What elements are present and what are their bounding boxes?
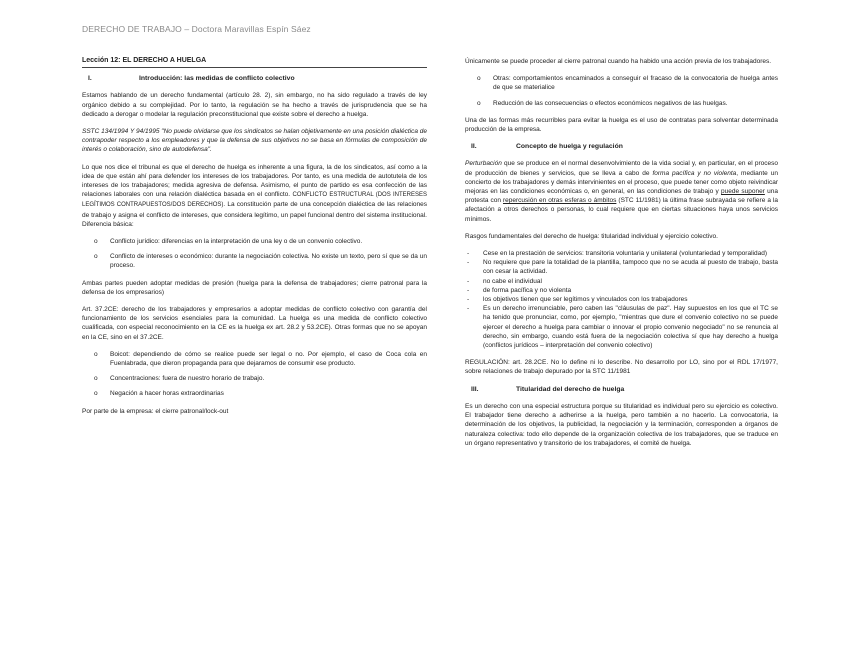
- list-item: [82, 237, 427, 246]
- text: una protesta con: [465, 188, 778, 205]
- text: Lo que nos dice el tribunal es que el derecho de huelga es inherente a una figura, la de los sindicatos, así como a la idea de que están ahí para defender los intereses de los trabajadores. Por tanto, es una medida de autotutela de los intereses de los trabajadores; medida agresiva de defensa. Asimismo, el punto de partido es esa confección de las relaciones laborales con una relación dialéctica basada en el conflicto.: [82, 163, 427, 199]
- list-item-text: los objetivos tienen que ser legítimos y vinculados con los trabajadores: [483, 296, 688, 304]
- list-item: [465, 258, 778, 276]
- section-title: Introducción: las medidas de conflicto colectivo: [139, 75, 295, 83]
- list-item-text: No requiere que pare la totalidad de la plantilla, tampoco que no se acuda al puesto de trabajo, basta con cesar la actividad.: [483, 259, 778, 276]
- list-item: [465, 277, 778, 286]
- paragraph: Art. 37.2CE: derecho de los trabajadores y empresarios a adoptar medidas de conflicto colectivo con garantía del funcionamiento de los servicios esenciales para la comunidad. La huelga es una medida de conflicto colectivo cualificada, con especial reconocimiento en la CE es la huelga ex art. 28.2 y 53.2CE). Otras formas que no se apoyan en la CE, sino en el 37.2CE.: [82, 306, 427, 341]
- list-item-text: Es un derecho irrenunciable, pero caben las "cláusulas de paz". Hay supuestos en los que el TC se ha tenido que pronunciar, como, por ejemplo, "mientras que dure el convenio colectivo no se puede ejercer el derecho a huelga para cambiar o innovar el propio convenio negociado" no se renuncia al derecho, sin embargo, cuando está fuera de la negociación colectiva sí que hay derecho a huelga (conflictos jurídicos – interpretación del convenio colectivo): [483, 305, 778, 350]
- list-item-text: Cese en la prestación de servicios: transitoria voluntaria y unilateral (voluntariedad y temporalidad): [483, 250, 767, 258]
- bullet-glyph: -: [467, 250, 470, 258]
- list-item: [465, 295, 778, 304]
- list-item: [82, 252, 427, 270]
- left-column: [82, 56, 427, 424]
- list-item-text: Negación a hacer horas extraordinarias: [110, 390, 224, 398]
- section-heading-3: [465, 385, 778, 394]
- text: (STC 11/1981) la última frase subrayada se refiere a la afectación a otros derechos o personas, lo cual requiere que en ciertas situaciones haya unos servicios mínimos.: [465, 197, 778, 223]
- section-title: Concepto de huelga y regulación: [516, 143, 623, 151]
- bullet-glyph: -: [467, 286, 470, 294]
- caps-text: CONFLICTO ESTRUCTURAL (DOS INTERESES LEGÍTIMOS CONTRAPUESTOS/DOS DERECHOS).: [82, 192, 427, 209]
- underlined-text: repercusión en otras esferas o ámbitos: [503, 197, 617, 205]
- paragraph: [82, 163, 427, 229]
- paragraph: Por parte de la empresa: el cierre patronal/lock-out: [82, 407, 229, 415]
- list-item-text: Concentraciones: fuera de nuestro horario de trabajo.: [110, 375, 265, 383]
- bullet-glyph: -: [467, 296, 470, 304]
- dash-list: [465, 249, 778, 350]
- list-item-text: Conflicto jurídico: diferencias en la interpretación de una ley o de un convenio colectivo.: [110, 238, 363, 246]
- text: , mediante un concierto de los trabajadores y demás intervinientes en el proceso, que puede tener como objeto reivindicar mejoras en las condiciones económicas o, en general, en las condiciones de trabajo y: [465, 169, 779, 196]
- text: que se produce en el normal desenvolvimiento de la vida social y, en particular, en el proceso de producción de bienes y servicios, que se lleva a cabo de: [465, 160, 778, 177]
- list-item: [465, 99, 778, 108]
- italic-text: Perturbación: [465, 160, 502, 168]
- section-heading-1: [82, 74, 427, 83]
- paragraph: Una de las formas más recurribles para evitar la huelga es el uso de contratas para solventar determinada producción de la empresa.: [465, 116, 778, 134]
- list-item: [82, 389, 427, 398]
- bullet-glyph: o: [477, 99, 481, 107]
- bullet-glyph: o: [94, 253, 98, 261]
- section-title: Titularidad del derecho de huelga: [516, 385, 625, 393]
- list-item-text: Otras: comportamientos encaminados a conseguir el fracaso de la convocatoria de huelga antes de que se materialice: [493, 75, 778, 92]
- list-item: [82, 374, 427, 383]
- right-column: [465, 57, 778, 456]
- italic-text: forma pacífica y no violenta: [652, 169, 737, 177]
- list-item: [465, 249, 778, 258]
- lesson-title: Lección 12: EL DERECHO A HUELGA: [82, 56, 427, 68]
- bullet-list: [465, 74, 778, 108]
- list-item-text: Boicot: dependiendo de cómo se realice puede ser legal o no. Por ejemplo, el caso de Coca cola en Fuenlabrada, que dieron propaganda para que dejaramos de consumir ese producto.: [110, 350, 427, 368]
- bullet-glyph: -: [467, 259, 470, 267]
- list-item-text: no cabe el individual: [483, 277, 542, 285]
- section-number: III.: [471, 385, 479, 393]
- bullet-glyph: o: [94, 375, 98, 383]
- paragraph: REGULACIÓN: art. 28.2CE. No lo define ni lo describe. No desarrollo por LO, sino por el RDL 17/1977, sobre relaciones de trabajo depurado por la STC 11/1981: [465, 359, 778, 376]
- bullet-glyph: o: [94, 238, 98, 246]
- section-heading-2: [465, 142, 778, 151]
- paragraph: Estamos hablando de un derecho fundamental (artículo 28. 2), sin embargo, no ha sido regulado a través de ley orgánico debido a su complejidad. Por lo tanto, la regulación se ha hecho a través de jurisprudencia que se ha dedicado a derogar o modelar la regulación preconstitucional que existe sobre el derecho a huelga.: [82, 92, 427, 118]
- list-item: [465, 74, 778, 92]
- bullet-glyph: o: [477, 75, 481, 83]
- section-number: II.: [471, 143, 477, 151]
- text: La constitución parte de una concepción dialéctica de las relaciones de trabajo y asigna el conflicto de intereses, que considera legítimo, un papel funcional dentro del sistema institucional. Diferencia básica:: [82, 201, 427, 228]
- paragraph: [465, 159, 778, 223]
- list-item: [465, 304, 778, 350]
- document-header: DERECHO DE TRABAJO – Doctora Maravillas Espín Sáez: [82, 24, 311, 34]
- quote-paragraph: SSTC 134/1994 Y 94/1995 "No puede olvidarse que los sindicatos se halan objetivamente en una posición dialéctica de contrapoder respecto a los empleadores y que la defensa de sus objetivos no se basa en fórmulas de composición de interés o colaboración, sino de autodefensa".: [82, 128, 427, 154]
- bullet-glyph: o: [94, 390, 98, 398]
- list-item-text: de forma pacífica y no violenta: [483, 286, 572, 294]
- paragraph: Únicamente se puede proceder al cierre patronal cuando ha habido una acción previa de los trabajadores.: [465, 58, 772, 65]
- bullet-glyph: -: [467, 305, 470, 313]
- list-item: [465, 286, 778, 295]
- bullet-list: [82, 350, 427, 399]
- paragraph: Rasgos fundamentales del derecho de huelga: titularidad individual y ejercicio colectivo.: [465, 232, 718, 240]
- bullet-glyph: -: [467, 277, 470, 285]
- section-number: I.: [88, 75, 92, 83]
- bullet-list: [82, 237, 427, 271]
- list-item-text: Conflicto de intereses o económico: durante la negociación colectiva. No existe un texto, pero sí que se da un proceso.: [110, 253, 427, 270]
- list-item-text: Reducción de las consecuencias o efectos económicos negativos de las huelgas.: [493, 99, 728, 107]
- bullet-glyph: o: [94, 350, 98, 358]
- paragraph: Es un derecho con una especial estructura porque su titularidad es individual pero su ejercicio es colectivo. El trabajador tiene derecho a adherirse a la huelga, pero también a no hacerlo. La convocatoria, la determinación de los objetivos, la publicidad, la negociación y la terminación, corresponden a órganos de naturaleza colectiva: todo ello depende de la organización colectiva de los trabajadores, que se traduce en un órgano representativo y transitorio de los trabajadores, el comité de huelga.: [465, 402, 778, 447]
- list-item: [82, 350, 427, 368]
- paragraph: Ambas partes pueden adoptar medidas de presión (huelga para la defensa de trabajadores; cierre patronal para la defensa de los empresarios): [82, 279, 427, 296]
- underlined-text: puede suponer: [721, 188, 765, 196]
